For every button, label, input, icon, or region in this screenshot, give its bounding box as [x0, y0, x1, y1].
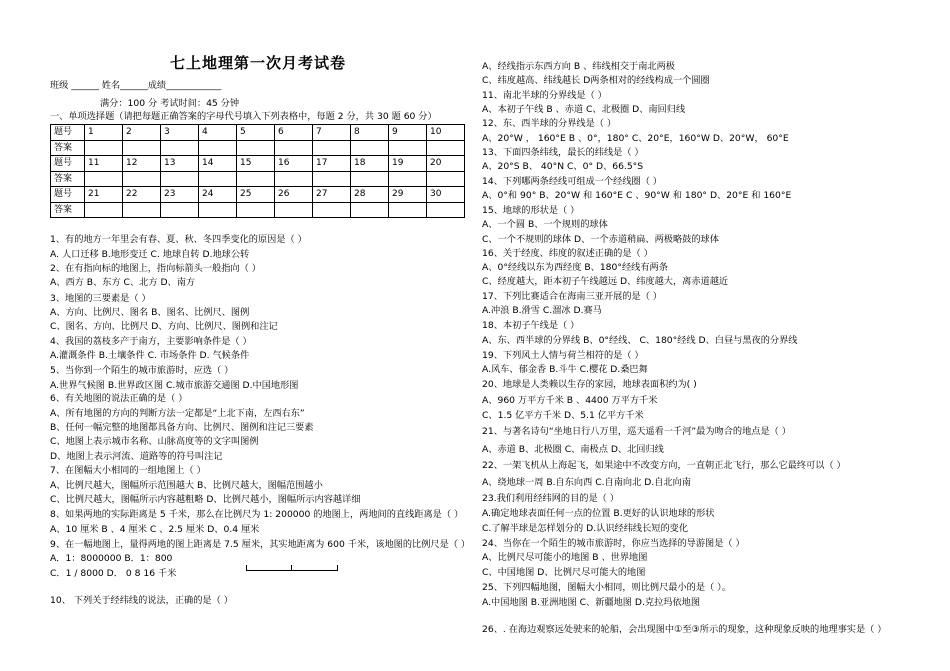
exam-info-line: 满分：100 分 考试时间：45 分钟	[100, 98, 240, 109]
question-number-cell: 10	[427, 125, 465, 141]
answer-options: A.风车、郁金香 B.斗牛 C.樱花 D.桑巴舞	[482, 364, 648, 375]
question-stem: 7、在图幅大小相同的一组地图上（ ）	[50, 465, 206, 476]
answer-cell[interactable]	[427, 171, 465, 187]
answer-cell[interactable]	[275, 202, 313, 218]
answer-cell[interactable]	[389, 140, 427, 156]
question-stem: 4、我国的荔枝多产于南方，主要影响条件是（ ）	[50, 336, 252, 347]
question-number-cell: 5	[237, 125, 275, 141]
question-number-cell: 25	[237, 187, 275, 203]
answer-options: A、方向、比例尺、图名 B、图名、比例尺、图例	[50, 307, 250, 318]
question-stem: 12、东、西半球的分界线是（ ）	[482, 118, 617, 129]
question-stem: 17、下列比赛适合在海南三亚开展的是（ ）	[482, 291, 662, 302]
answer-cell[interactable]	[237, 171, 275, 187]
student-info-line: 班级 ______ 姓名______成绩____________	[50, 80, 222, 91]
answer-cell[interactable]	[199, 171, 237, 187]
row-label-question: 题号	[51, 156, 85, 172]
answer-options: A.确定地球表面任何一点的位置 B.更好的认识地球的形状	[482, 508, 715, 519]
question-stem: 10、 下列关于经纬线的说法，正确的是（ ）	[50, 595, 233, 606]
answer-options: C、地图上表示城市名称、山脉高度等的文字叫图例	[50, 436, 259, 447]
question-stem: 23.我们利用经纬网的目的是（ ）	[482, 493, 619, 504]
answer-table-answer-row	[51, 202, 465, 218]
answer-table	[50, 124, 465, 218]
answer-table-answer-row	[51, 140, 465, 156]
answer-options: A、10 厘米 B 、4 厘米 C 、2.5 厘米 D、0.4 厘米	[50, 524, 260, 535]
answer-cell[interactable]	[161, 202, 199, 218]
answer-options: C、一个不规则的球体 D、一个赤道稍扁、两极略鼓的球体	[482, 234, 719, 245]
question-number-cell: 8	[351, 125, 389, 141]
answer-options: C.了解半球是怎样划分的 D.认识经纬线长短的变化	[482, 523, 689, 534]
question-stem: 18、本初子午线是（ ）	[482, 320, 580, 331]
answer-cell[interactable]	[161, 171, 199, 187]
question-number-cell: 29	[389, 187, 427, 203]
question-stem: 15、地球的形状是（ ）	[482, 205, 580, 216]
answer-cell[interactable]	[351, 202, 389, 218]
answer-cell[interactable]	[85, 202, 123, 218]
answer-cell[interactable]	[275, 171, 313, 187]
question-number-cell: 24	[199, 187, 237, 203]
question-stem: 21、与著名诗句“坐地日行八万里，巡天遥看一千河”最为吻合的地点是（ ）	[482, 426, 791, 437]
question-number-cell: 26	[275, 187, 313, 203]
answer-options: C、中国地图 D、比例尺尽可能大的地图	[482, 567, 646, 578]
answer-options: A、0°和 90° B、20°W 和 160°E C 、90°W 和 180° D、20°E 和 160°E	[482, 190, 792, 201]
answer-options: A、比例尺尽可能小的地图 B 、世界地图	[482, 552, 648, 563]
answer-cell[interactable]	[237, 202, 275, 218]
answer-options: A、20°S B、 40°N C、0° D、66.5°S	[482, 161, 644, 172]
answer-options: C、经度越大，距本初子午线越远 D、纬度越大，离赤道越近	[482, 276, 729, 287]
answer-options: D、地图上表示河流、道路等的符号叫注记	[50, 451, 223, 462]
answer-cell[interactable]	[351, 140, 389, 156]
question-number-cell: 11	[85, 156, 123, 172]
question-number-cell: 20	[427, 156, 465, 172]
answer-options: A. 人口迁移 B.地形变迁 C. 地球自转 D.地球公转	[50, 249, 250, 260]
question-stem: 11、南北半球的分界线是（ ）	[482, 90, 607, 101]
answer-options: A、赤道 B、北极圈 C、南极点 D、北回归线	[482, 444, 664, 455]
answer-cell[interactable]	[123, 171, 161, 187]
question-number-cell: 17	[313, 156, 351, 172]
answer-options: A、本初子午线 B 、赤道 C、北极圈 D、南回归线	[482, 104, 686, 115]
question-number-cell: 1	[85, 125, 123, 141]
answer-cell[interactable]	[427, 202, 465, 218]
question-number-cell: 15	[237, 156, 275, 172]
question-stem: 25、下列四幅地图，图幅大小相同，则比例尺最小的是（ ）。	[482, 582, 731, 593]
answer-options: A．1：8000000 B．1：800	[50, 553, 173, 564]
answer-options: A、20°W ， 160°E B 、0°，180° C、20°E，160°W D、20°W， 60°E	[482, 133, 789, 144]
question-stem: 22、一架飞机从上海起飞，如果途中不改变方向，一直朝正北飞行，那么它最终可以（ ）	[482, 460, 846, 471]
answer-options: C、比例尺越大，图幅所示内容越粗略 D、比例尺越小，图幅所示内容越详细	[50, 494, 361, 505]
question-number-cell: 6	[275, 125, 313, 141]
answer-options: A、东、西半球的分界线 B、0°经线、 C、180°经线 D、白昼与黑夜的分界线	[482, 335, 798, 346]
question-stem: 9、在一幅地图上，量得两地的图上距离是 7.5 厘米，其实地距离为 600 千米，该地图的比例尺是（ ）	[50, 539, 471, 550]
answer-options: A、绕地球一周 B.自东向西 C.自南向北 D.自北向南	[482, 477, 691, 488]
answer-cell[interactable]	[85, 140, 123, 156]
answer-options: A、960 万平方千米 B 、4400 万平方千米	[482, 395, 658, 406]
question-number-cell: 21	[85, 187, 123, 203]
answer-cell[interactable]	[427, 140, 465, 156]
question-number-cell: 12	[123, 156, 161, 172]
question-number-cell: 13	[161, 156, 199, 172]
question-stem: 19、下列风土人情与荷兰相符的是（ ）	[482, 350, 644, 361]
answer-options: C、图名、方向、比例尺 D、方向、比例尺、图例和注记	[50, 321, 278, 332]
question-stem: 8、如果两地的实际距离是 5 千米，那么在比例尺为 1: 200000 的地图上，两地间的直线距离是（ ）	[50, 509, 464, 520]
answer-table-number-row	[51, 187, 465, 203]
answer-table-number-row	[51, 156, 465, 172]
answer-options: A.灌溉条件 B.土壤条件 C. 市场条件 D. 气候条件	[50, 350, 250, 361]
question-stem: 6、有关地图的说法正确的是（ ）	[50, 393, 188, 404]
answer-cell[interactable]	[313, 202, 351, 218]
answer-cell[interactable]	[313, 171, 351, 187]
answer-options: A、西方 B、东方 C、北方 D、南方	[50, 277, 196, 288]
question-stem: 26、. 在海边观察远处驶来的轮船，会出现图中①至③所示的现象，这种现象反映的地理事实是（ ）	[482, 624, 887, 635]
question-number-cell: 28	[351, 187, 389, 203]
question-number-cell: 22	[123, 187, 161, 203]
question-number-cell: 16	[275, 156, 313, 172]
answer-cell[interactable]	[199, 202, 237, 218]
question-stem: 5、当你到一个陌生的城市旅游时，应选（ ）	[50, 365, 234, 376]
answer-options: A、经线指示东西方向 B 、纬线相交于南北两极	[482, 61, 675, 72]
question-stem: 13、下面四条纬线，最长的纬线是（ ）	[482, 147, 644, 158]
question-stem: 3、地图的三要素是（ ）	[50, 293, 151, 304]
row-label-answer: 答案	[51, 171, 85, 187]
question-number-cell: 27	[313, 187, 351, 203]
answer-options: A.世界气候图 B.世界政区图 C.城市旅游交通图 D.中国地形图	[50, 380, 299, 391]
question-stem: 16、关于经度、纬度的叙述正确的是（ ）	[482, 248, 653, 259]
answer-options: B、任何一幅完整的地图都具备方向、比例尺、图例和注记三要素	[50, 422, 314, 433]
answer-options: C、纬度越高、纬线越长 D两条相对的经线构成一个圆圈	[482, 75, 710, 86]
row-label-answer: 答案	[51, 140, 85, 156]
answer-cell[interactable]	[275, 140, 313, 156]
answer-cell[interactable]	[161, 140, 199, 156]
answer-options: A.中国地图 B.亚洲地图 C、新疆地图 D.克拉玛依地图	[482, 597, 701, 608]
answer-cell[interactable]	[199, 140, 237, 156]
answer-cell[interactable]	[237, 140, 275, 156]
answer-options: C、1.5 亿平方千米 D、5.1 亿平方千米	[482, 410, 644, 421]
answer-options: A.冲浪 B.滑雪 C.溜冰 D.赛马	[482, 305, 602, 316]
answer-cell[interactable]	[85, 171, 123, 187]
question-stem: 24、当你在一个陌生的城市旅游时，你应当选择的导游图是（ ）	[482, 538, 745, 549]
question-number-cell: 4	[199, 125, 237, 141]
question-stem: 20、地球是人类赖以生存的家园，地球表面积约为( )	[482, 379, 697, 390]
answer-cell[interactable]	[351, 171, 389, 187]
question-number-cell: 23	[161, 187, 199, 203]
section-heading: 一、单项选择题（请把每题正确答案的字母代号填入下列表格中，每题 2 分，共 30 题 60 分）	[50, 111, 437, 122]
row-label-question: 题号	[51, 125, 85, 141]
question-number-cell: 3	[161, 125, 199, 141]
question-number-cell: 7	[313, 125, 351, 141]
question-number-cell: 18	[351, 156, 389, 172]
answer-table-number-row	[51, 125, 465, 141]
row-label-question: 题号	[51, 187, 85, 203]
question-stem: 2、在有指向标的地图上，指向标箭头一般指向（ ）	[50, 263, 261, 274]
question-number-cell: 14	[199, 156, 237, 172]
answer-cell[interactable]	[389, 202, 427, 218]
question-stem: 1、有的地方一年里会有春、夏、秋、冬四季变化的原因是（ ）	[50, 234, 307, 245]
page-title: 七上地理第一次月考试卷	[170, 54, 347, 72]
answer-cell[interactable]	[123, 140, 161, 156]
answer-options: A、比例尺越大，图幅所示范围越大 B、比例尺越大，图幅范围越小	[50, 480, 323, 491]
answer-table-answer-row	[51, 171, 465, 187]
row-label-answer: 答案	[51, 202, 85, 218]
question-stem: 14、下列哪两条经线可组成一个经线圈（ ）	[482, 176, 662, 187]
answer-options: A、0°经线以东为西经度 B、180°经线有两条	[482, 262, 668, 273]
question-number-cell: 30	[427, 187, 465, 203]
answer-options: C．1 / 8000 D． 0 8 16 千米	[50, 568, 177, 579]
answer-cell[interactable]	[313, 140, 351, 156]
question-number-cell: 19	[389, 156, 427, 172]
answer-cell[interactable]	[389, 171, 427, 187]
answer-options: A、所有地图的方向的判断方法一定都是“上北下南，左西右东”	[50, 408, 305, 419]
scale-bar	[246, 562, 338, 571]
question-number-cell: 2	[123, 125, 161, 141]
answer-cell[interactable]	[123, 202, 161, 218]
answer-options: A、一个圆 B、一个规则的球体	[482, 219, 608, 230]
question-number-cell: 9	[389, 125, 427, 141]
